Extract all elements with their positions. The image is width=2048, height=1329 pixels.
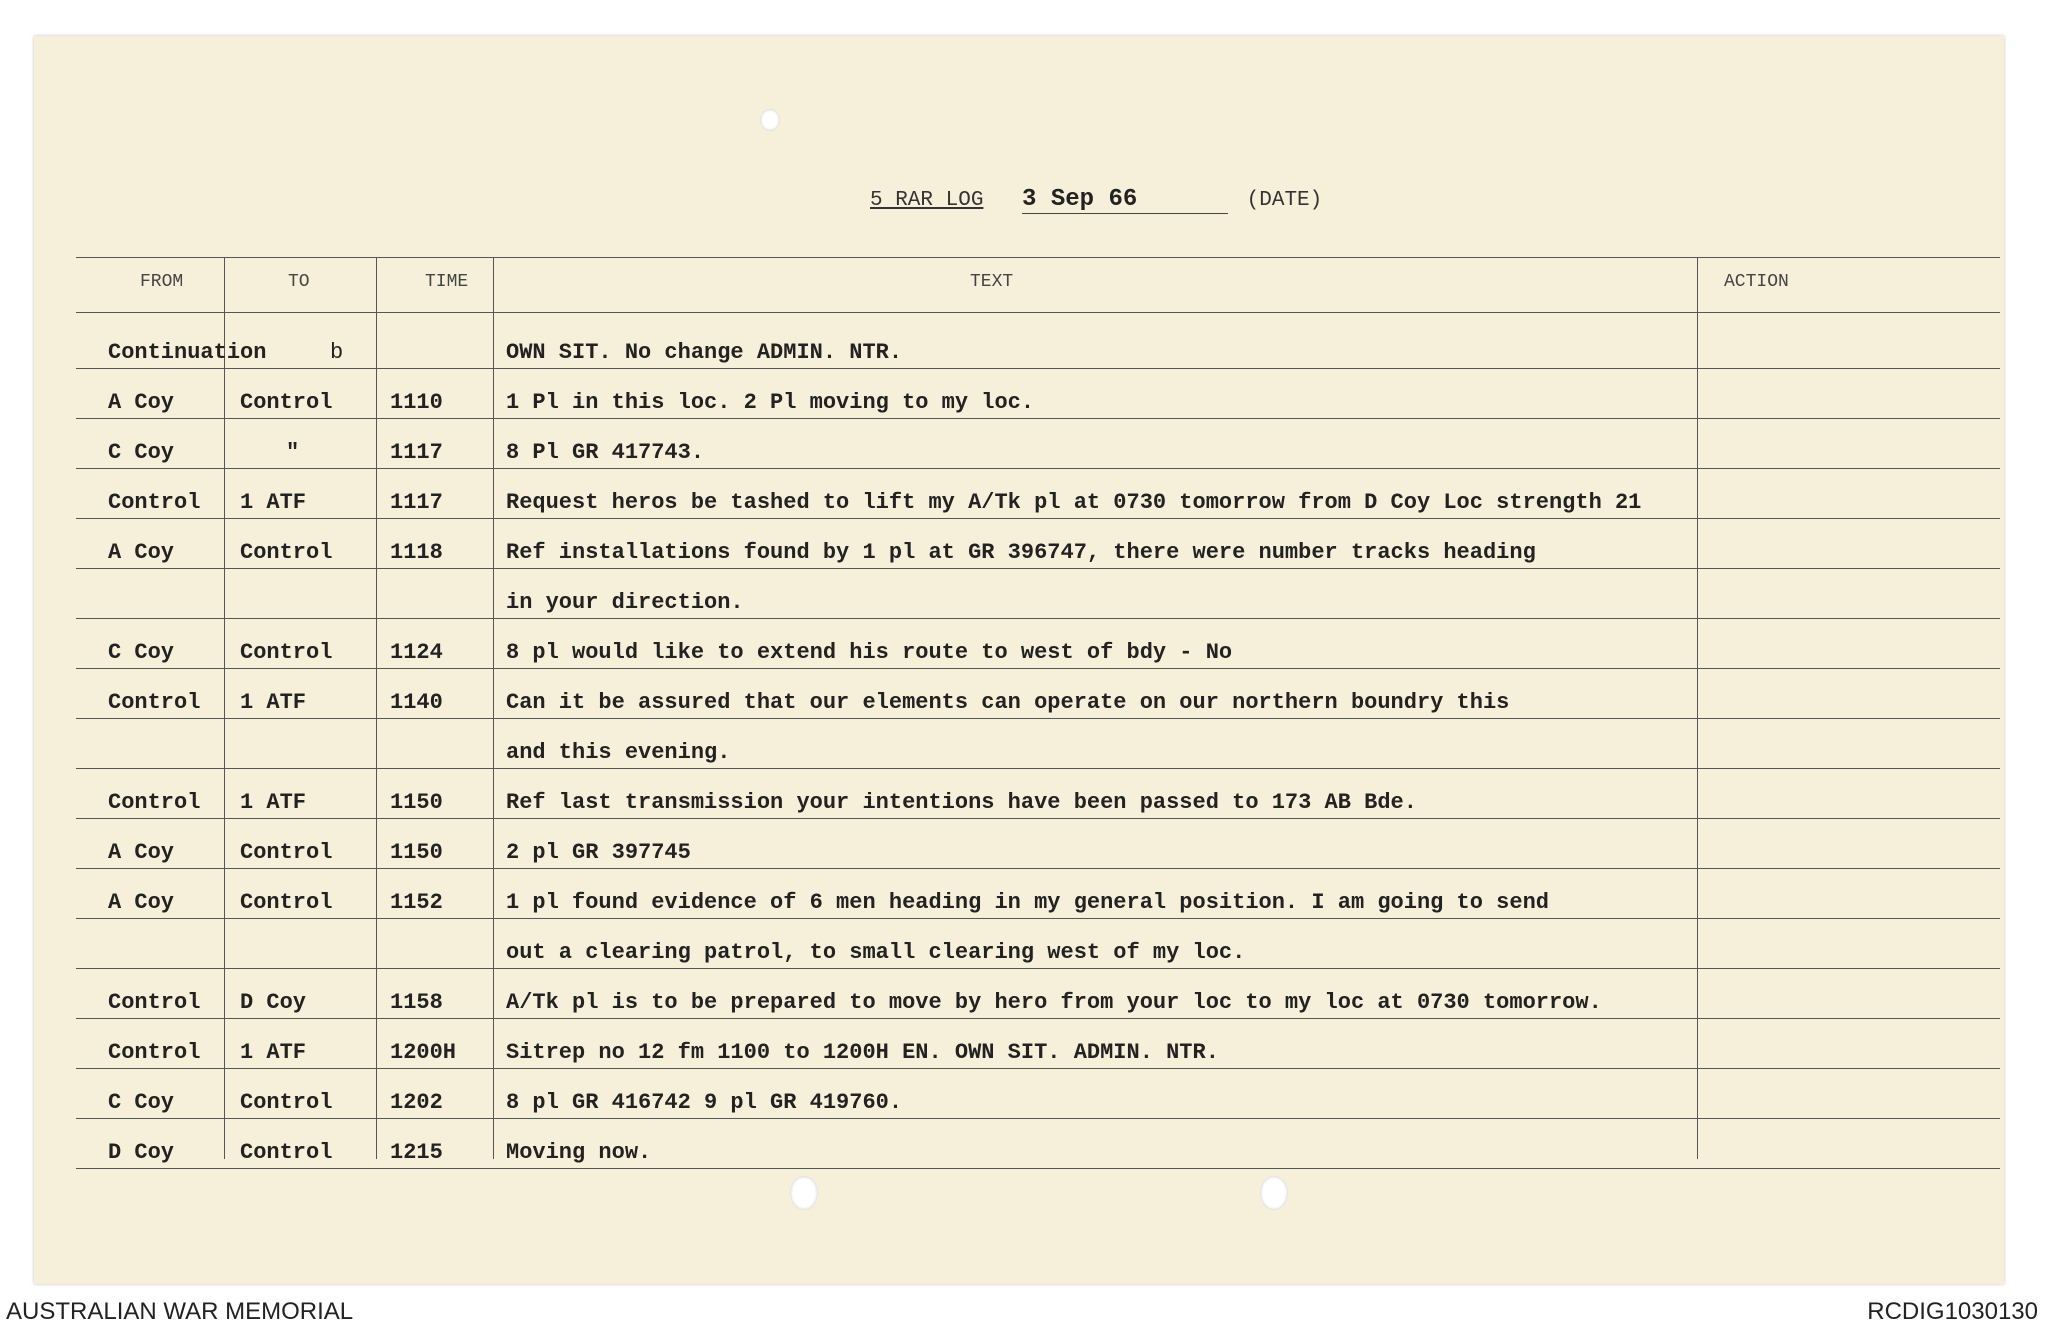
cell-to: " bbox=[286, 440, 300, 465]
cell-to: 1 ATF bbox=[240, 690, 307, 715]
cell-from: A Coy bbox=[108, 390, 175, 415]
cell-to: b bbox=[330, 340, 344, 365]
cell-from: A Coy bbox=[108, 540, 175, 565]
cell-time: 1200H bbox=[390, 1040, 457, 1065]
cell-time: 1150 bbox=[390, 790, 443, 815]
row-rule bbox=[76, 818, 2000, 819]
cell-text: Ref installations found by 1 pl at GR 396747, there were number tracks heading bbox=[506, 540, 1536, 565]
row-rule bbox=[76, 968, 2000, 969]
cell-text: 8 pl would like to extend his route to west of bdy - No bbox=[506, 640, 1233, 665]
cell-to: Control bbox=[240, 640, 333, 665]
cell-to: Control bbox=[240, 890, 333, 915]
row-rule bbox=[76, 868, 2000, 869]
cell-from: Control bbox=[108, 1040, 201, 1065]
row-rule bbox=[76, 1018, 2000, 1019]
column-divider bbox=[493, 257, 494, 1159]
row-rule bbox=[76, 1168, 2000, 1169]
column-header-time: TIME bbox=[425, 272, 469, 292]
cell-text: Ref last transmission your intentions have been passed to 173 AB Bde. bbox=[506, 790, 1417, 815]
row-rule bbox=[76, 618, 2000, 619]
column-divider bbox=[1697, 257, 1698, 1159]
cell-time: 1117 bbox=[390, 440, 443, 465]
punch-hole bbox=[1260, 1176, 1288, 1210]
cell-text: OWN SIT. No change ADMIN. NTR. bbox=[506, 340, 903, 365]
cell-time: 1152 bbox=[390, 890, 443, 915]
row-rule bbox=[76, 1068, 2000, 1069]
log-date: 3 Sep 66 bbox=[1022, 186, 1228, 214]
cell-from: A Coy bbox=[108, 840, 175, 865]
cell-text: 1 pl found evidence of 6 men heading in my general position. I am going to send bbox=[506, 890, 1549, 915]
cell-to: Control bbox=[240, 840, 333, 865]
cell-text: Sitrep no 12 fm 1100 to 1200H EN. OWN SIT. ADMIN. NTR. bbox=[506, 1040, 1219, 1065]
row-rule bbox=[76, 1118, 2000, 1119]
cell-text: and this evening. bbox=[506, 740, 731, 765]
row-rule bbox=[76, 368, 2000, 369]
cell-text: Moving now. bbox=[506, 1140, 652, 1165]
cell-from: C Coy bbox=[108, 640, 175, 665]
row-rule bbox=[76, 568, 2000, 569]
punch-hole bbox=[790, 1176, 818, 1210]
cell-text: Can it be assured that our elements can operate on our northern boundry this bbox=[506, 690, 1510, 715]
cell-time: 1124 bbox=[390, 640, 443, 665]
cell-from: Control bbox=[108, 690, 201, 715]
cell-to: Control bbox=[240, 1090, 333, 1115]
cell-to: Control bbox=[240, 390, 333, 415]
cell-time: 1118 bbox=[390, 540, 443, 565]
column-header-to: TO bbox=[288, 272, 310, 292]
column-divider bbox=[376, 257, 377, 1159]
footer-left: AUSTRALIAN WAR MEMORIAL bbox=[6, 1298, 354, 1325]
cell-text: 2 pl GR 397745 bbox=[506, 840, 691, 865]
punch-hole bbox=[760, 109, 780, 131]
cell-from: C Coy bbox=[108, 1090, 175, 1115]
cell-to: 1 ATF bbox=[240, 1040, 307, 1065]
cell-to: D Coy bbox=[240, 990, 307, 1015]
column-header-from: FROM bbox=[140, 272, 184, 292]
cell-text: 8 Pl GR 417743. bbox=[506, 440, 705, 465]
header-rule bbox=[76, 312, 2000, 313]
column-header-text: TEXT bbox=[970, 272, 1014, 292]
cell-from: C Coy bbox=[108, 440, 175, 465]
row-rule bbox=[76, 518, 2000, 519]
cell-text: 8 pl GR 416742 9 pl GR 419760. bbox=[506, 1090, 903, 1115]
cell-from: Control bbox=[108, 790, 201, 815]
cell-text: in your direction. bbox=[506, 590, 744, 615]
column-header-action: ACTION bbox=[1724, 272, 1789, 292]
row-rule bbox=[76, 668, 2000, 669]
cell-from: A Coy bbox=[108, 890, 175, 915]
cell-text: Request heros be tashed to lift my A/Tk pl at 0730 tomorrow from D Coy Loc strength 21 bbox=[506, 490, 1642, 515]
cell-text: out a clearing patrol, to small clearing west of my loc. bbox=[506, 940, 1246, 965]
row-rule bbox=[76, 418, 2000, 419]
table-top-rule bbox=[76, 257, 2000, 258]
column-divider bbox=[224, 257, 225, 1159]
cell-from: Control bbox=[108, 990, 201, 1015]
cell-time: 1215 bbox=[390, 1140, 443, 1165]
cell-text: 1 Pl in this loc. 2 Pl moving to my loc. bbox=[506, 390, 1035, 415]
row-rule bbox=[76, 468, 2000, 469]
cell-to: Control bbox=[240, 1140, 333, 1165]
cell-time: 1202 bbox=[390, 1090, 443, 1115]
cell-to: Control bbox=[240, 540, 333, 565]
cell-from: Continuation bbox=[108, 340, 267, 365]
cell-time: 1158 bbox=[390, 990, 443, 1015]
cell-time: 1150 bbox=[390, 840, 443, 865]
cell-time: 1140 bbox=[390, 690, 443, 715]
footer-right: RCDIG1030130 bbox=[1867, 1298, 2038, 1325]
row-rule bbox=[76, 718, 2000, 719]
cell-to: 1 ATF bbox=[240, 490, 307, 515]
cell-from: D Coy bbox=[108, 1140, 175, 1165]
cell-time: 1117 bbox=[390, 490, 443, 515]
row-rule bbox=[76, 918, 2000, 919]
row-rule bbox=[76, 768, 2000, 769]
cell-from: Control bbox=[108, 490, 201, 515]
cell-text: A/Tk pl is to be prepared to move by hero from your loc to my loc at 0730 tomorrow. bbox=[506, 990, 1602, 1015]
cell-to: 1 ATF bbox=[240, 790, 307, 815]
date-label: (DATE) bbox=[1246, 189, 1323, 212]
log-title bbox=[870, 186, 1322, 214]
log-name: 5 RAR LOG bbox=[870, 189, 984, 212]
cell-time: 1110 bbox=[390, 390, 443, 415]
